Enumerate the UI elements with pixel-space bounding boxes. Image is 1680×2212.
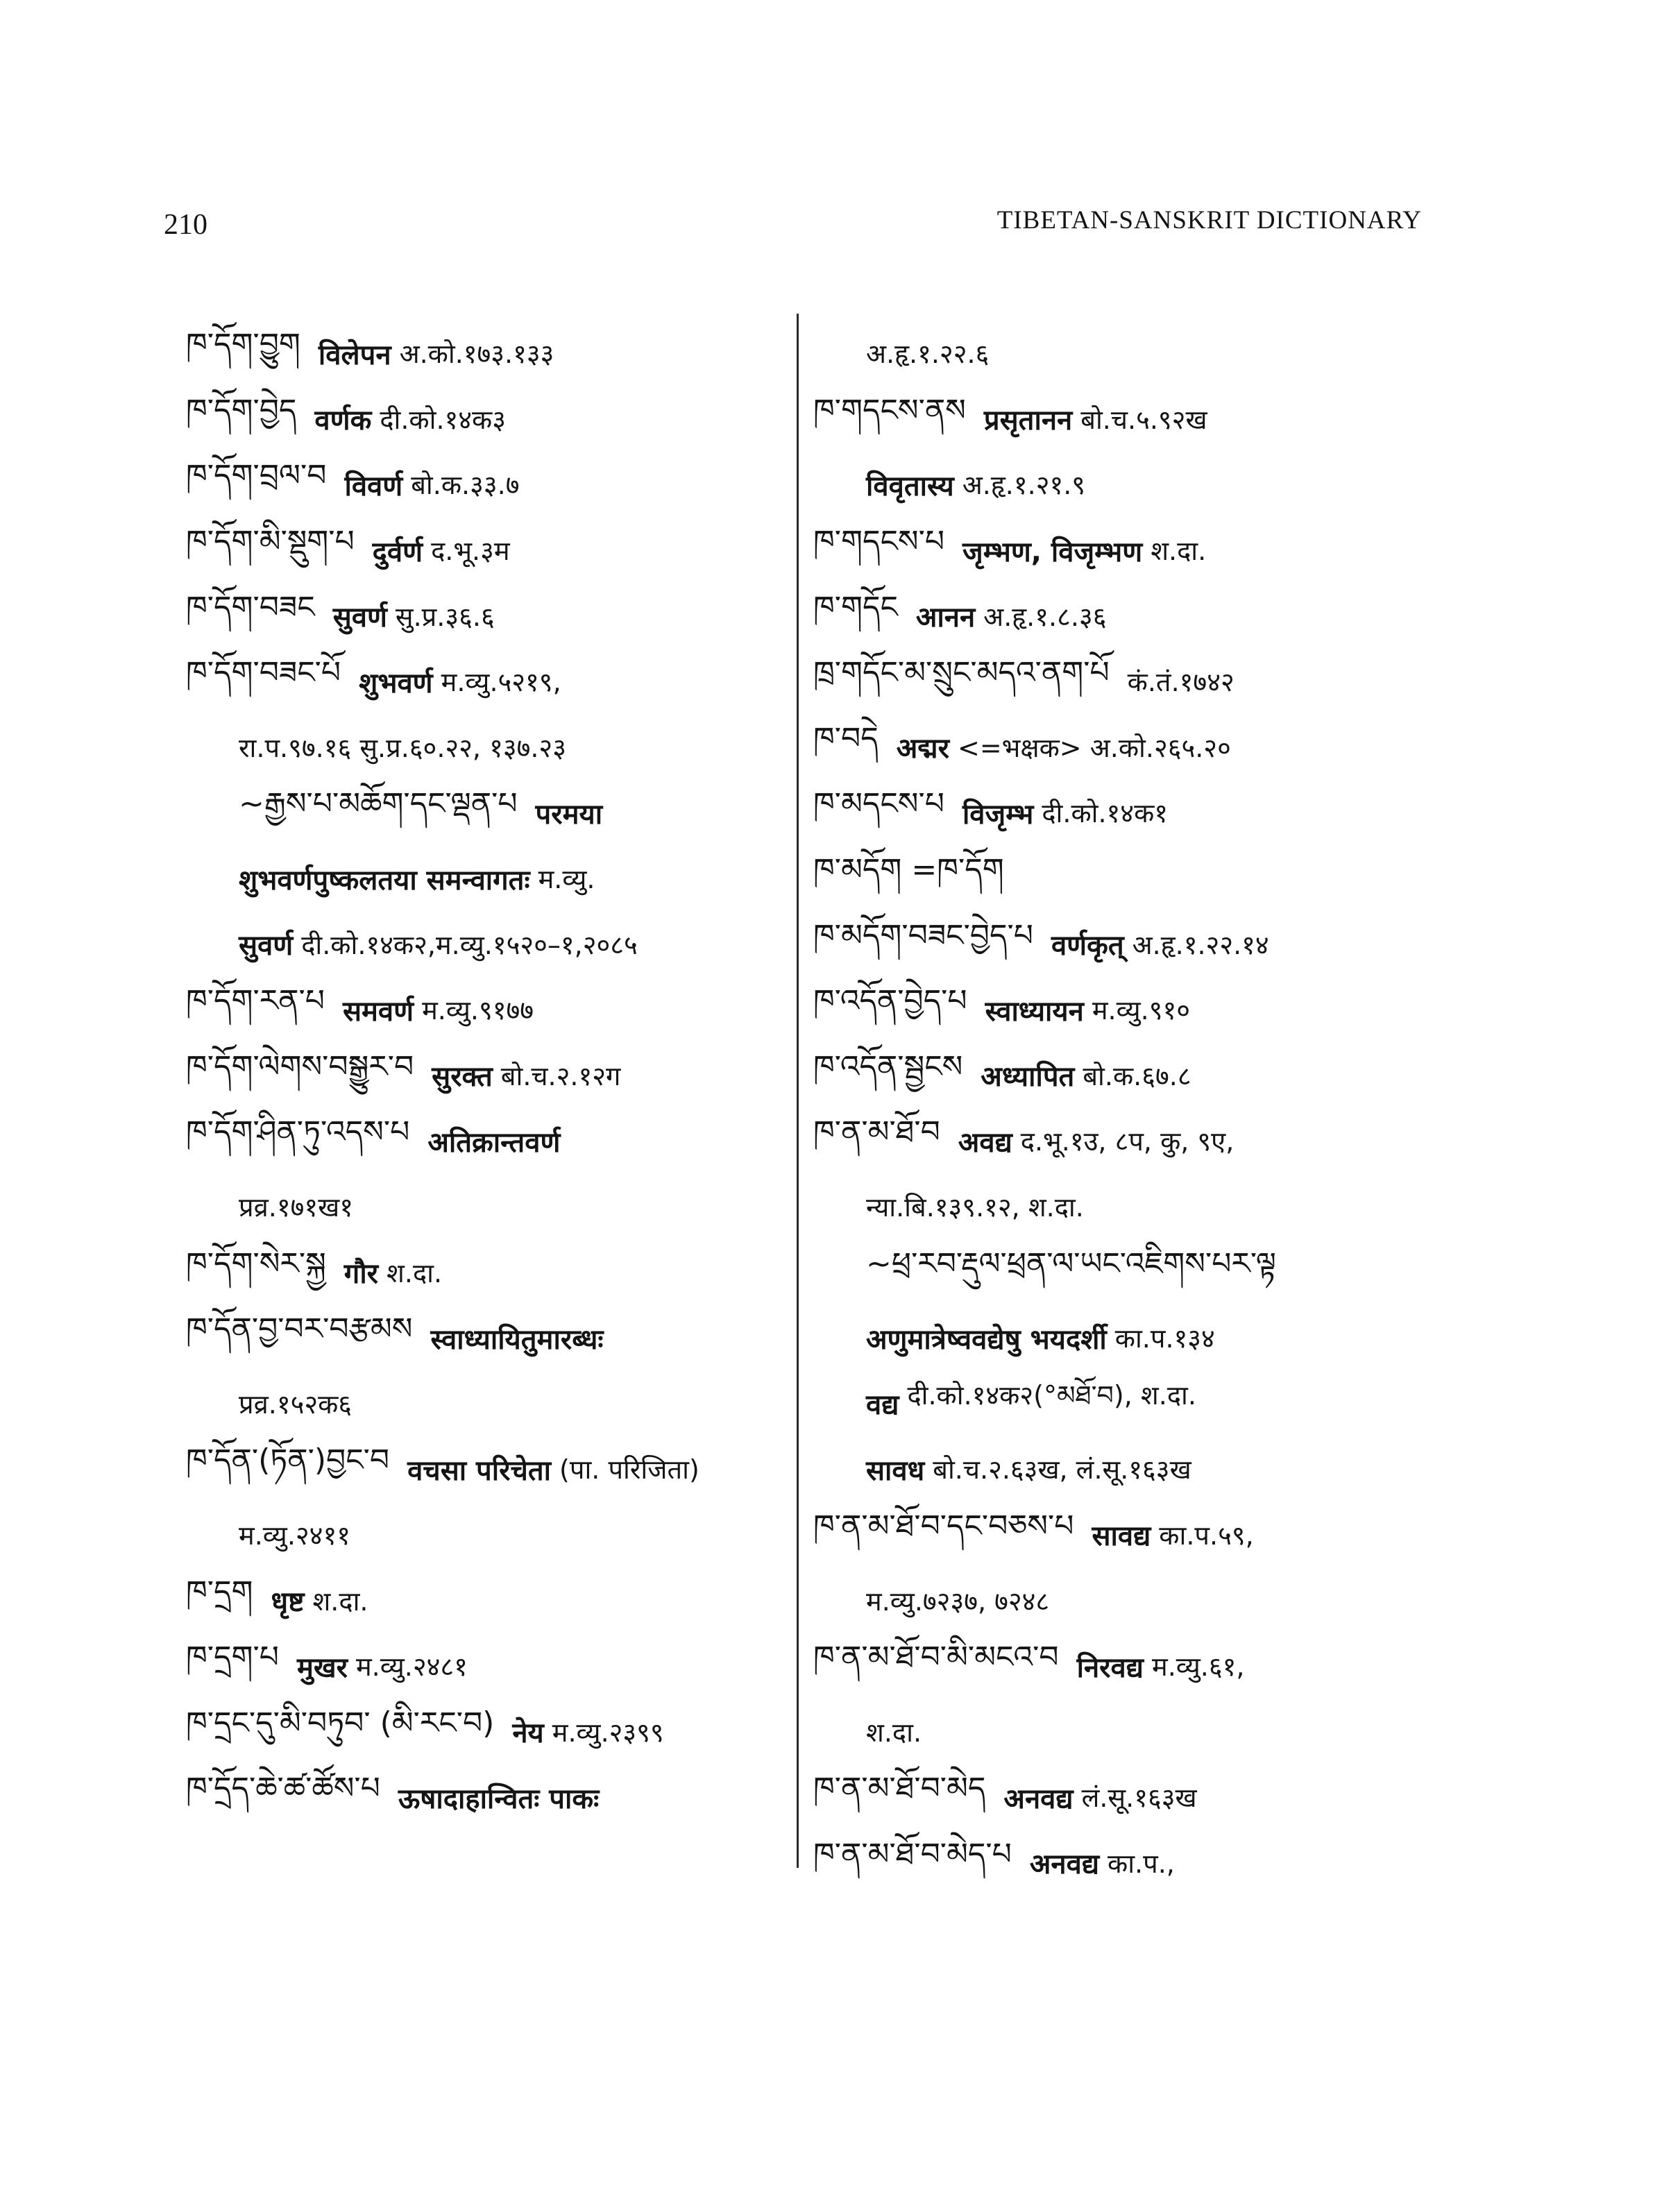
entry-line	[813, 977, 1424, 1043]
sanskrit-equivalent: निरवद्य	[1076, 1651, 1144, 1684]
running-title: TIBETAN-SANSKRIT DICTIONARY	[996, 206, 1422, 235]
source-reference: म.व्यु.२३९९	[552, 1717, 664, 1748]
tibetan-term: ཁ་བདེ	[813, 720, 879, 756]
tibetan-term: ཁྲ་གདོང་མ་སྲུང་མདའ་ནག་པོ	[813, 655, 1110, 691]
entry-line	[186, 321, 797, 386]
sanskrit-equivalent: दुर्वर्ण	[372, 536, 423, 568]
sanskrit-equivalent: वचसा परिचेता	[407, 1454, 552, 1487]
entry-line	[186, 1239, 797, 1305]
tibetan-term: ཁ་ན་མ་ཐོ་བ་མི་མངའ་བ	[813, 1640, 1059, 1676]
source-reference: अ.हृ.१.८.३६	[983, 601, 1107, 632]
tibetan-term: ཁ་མདངས་པ	[813, 786, 944, 822]
source-reference: दी.को.१४क१	[1042, 798, 1169, 829]
tibetan-term: ཁ་དོག་བཟང་པོ	[186, 655, 341, 691]
tibetan-term: ཁ་གདངས་ནས	[813, 392, 966, 428]
sanskrit-equivalent: सुरक्त	[432, 1061, 493, 1094]
entry-line	[186, 1633, 797, 1699]
sanskrit-equivalent: आनन	[915, 602, 976, 634]
sanskrit-equivalent: विलेपन	[318, 339, 391, 371]
entry-line	[813, 583, 1424, 649]
entry-line	[813, 1830, 1424, 1896]
source-reference: का.प.१३४	[1114, 1323, 1215, 1354]
source-reference: म.व्यु.७२३७, ७२४८	[866, 1585, 1050, 1617]
tibetan-term: ཁ་གདངས་པ	[813, 524, 945, 560]
entry-line	[186, 1043, 797, 1109]
sanskrit-equivalent: प्रसृतानन	[983, 405, 1073, 437]
tibetan-term: ཁ་མདོག་བཟང་བྱེད་པ	[813, 917, 1033, 953]
source-reference: द.भू.१उ, ८प, कु, ९ए,	[1020, 1126, 1234, 1157]
source-reference: म.व्यु.९१७७	[422, 995, 534, 1026]
entry-line	[186, 518, 797, 584]
sanskrit-equivalent: धृष्ट	[271, 1586, 305, 1619]
entry-line	[813, 1764, 1424, 1830]
tibetan-term: ཁ་འདོན་བྱེད་པ	[813, 983, 967, 1019]
source-reference: रा.प.९७.१६ सु.प्र.६०.२२, १३७.२३	[239, 732, 566, 763]
entry-line	[813, 911, 1424, 977]
source-reference: म.व्यु.२४८१	[355, 1651, 468, 1683]
entry-line	[813, 518, 1424, 584]
right-column	[813, 321, 1424, 1896]
entry-line	[813, 386, 1424, 452]
entry-line	[186, 583, 797, 649]
source-reference: कं.तं.१७४२	[1127, 667, 1234, 698]
tibetan-term: ཁ་དོག་སེར་སྐྱ	[186, 1245, 326, 1282]
entry-line	[186, 1174, 797, 1240]
entry-line	[186, 1567, 797, 1633]
sanskrit-equivalent: गौर	[343, 1258, 379, 1291]
source-reference: अ.हृ.१.२२.६	[866, 339, 990, 370]
entry-line	[186, 1305, 797, 1371]
sanskrit-equivalent: सावध	[866, 1454, 925, 1487]
entry-line	[186, 1699, 797, 1764]
source-reference: प्रव्र.१७१ख१	[239, 1192, 353, 1223]
source-reference: सु.प्र.३६.६	[395, 601, 495, 632]
source-reference: लं.सू.१६३ख	[1081, 1783, 1197, 1814]
entry-line	[813, 321, 1424, 386]
tibetan-term: ཁ་དོན་(ཏོན་)བྱང་བ	[186, 1443, 390, 1479]
source-reference: बो.च.५.९२ख	[1080, 404, 1207, 435]
sanskrit-equivalent: नेय	[512, 1717, 544, 1750]
entry-line	[813, 1305, 1424, 1371]
sanskrit-equivalent: वर्णक	[314, 405, 372, 437]
entry-line	[813, 1633, 1424, 1699]
source-reference: का.प.५९,	[1159, 1520, 1254, 1551]
source-reference: म.व्यु.५२१९,	[441, 667, 561, 698]
entry-line	[186, 649, 797, 715]
entry-line	[813, 846, 1424, 912]
left-column	[186, 321, 797, 1830]
tibetan-term: ཁ་མདོག =ཁ་དོག	[813, 852, 1004, 888]
source-reference: (पा. परिजिता)	[559, 1454, 699, 1486]
source-reference: दी.को.१४क२(°མཐོ་བ), श.दा.	[907, 1380, 1196, 1411]
sanskrit-equivalent: विवृतास्य	[866, 470, 954, 502]
tibetan-term: ཁ་དྲག་པ	[186, 1640, 279, 1676]
sanskrit-equivalent: सुवर्ण	[239, 930, 294, 962]
source-reference: अ.हृ.१.२२.१४	[1132, 929, 1269, 960]
source-reference: म.व्यु.६१,	[1151, 1651, 1245, 1683]
source-reference: श.दा.	[387, 1257, 443, 1288]
entry-line	[813, 1699, 1424, 1764]
sanskrit-equivalent: समवर्ण	[342, 995, 414, 1028]
tibetan-term: ~ཕྲ་རབ་རྡུལ་ཕྲན་ལ་ཡང་འཇིགས་པར་ལྟ	[866, 1245, 1277, 1282]
entry-line	[186, 1764, 797, 1830]
entry-line	[813, 452, 1424, 518]
sanskrit-equivalent: अध्यापित	[981, 1061, 1075, 1094]
entry-line	[186, 1371, 797, 1437]
entry-line	[186, 1502, 797, 1568]
tibetan-term: ཁ་དྲང་དུ་མི་བཏུབ་ (མི་རང་བ)	[186, 1705, 495, 1741]
tibetan-term: ཁ་དོག་མི་སྡུག་པ	[186, 524, 355, 560]
sanskrit-equivalent: वद्य	[866, 1389, 899, 1422]
source-reference: का.प.,	[1108, 1848, 1175, 1879]
entry-line	[813, 1239, 1424, 1305]
sanskrit-equivalent: विवर्ण	[344, 470, 403, 502]
entry-line	[186, 386, 797, 452]
source-reference: म.व्यु.२४११	[239, 1520, 350, 1551]
tibetan-term: ཁ་ན་མ་ཐོ་བ་མེད་པ	[813, 1836, 1012, 1872]
tibetan-term: ཁ་དོག་བྱུག	[186, 327, 300, 363]
tibetan-term: ཁ་ན་མ་ཐོ་བ་དང་བཅས་པ	[813, 1508, 1074, 1544]
entry-line	[813, 1436, 1424, 1502]
tibetan-term: ཁ་འདོན་སྦྱངས	[813, 1048, 963, 1084]
tibetan-term: ཁ་དོག་རན་པ	[186, 983, 325, 1019]
source-reference: बो.क.६७.८	[1083, 1060, 1191, 1091]
sanskrit-equivalent: अतिक्रान्तवर्ण	[427, 1126, 561, 1159]
source-reference: अ.हृ.१.२१.९	[962, 470, 1086, 501]
sanskrit-equivalent: ऊषादाहान्वितः पाकः	[398, 1783, 600, 1815]
entry-line	[813, 1371, 1424, 1437]
entry-line	[813, 1567, 1424, 1633]
tibetan-term: ~རྒྱས་པ་མཆོག་དང་ལྡན་པ	[239, 786, 518, 822]
sanskrit-equivalent: सुवर्ण	[332, 602, 387, 634]
sanskrit-equivalent: स्वाध्यायन	[985, 995, 1084, 1028]
entry-line	[186, 911, 797, 977]
source-reference: बो.च.२.१२ग	[500, 1060, 621, 1091]
tibetan-term: ཁ་ན་མ་ཐོ་བ་མེད	[813, 1771, 986, 1807]
entry-line	[813, 1108, 1424, 1174]
entry-line	[186, 1436, 797, 1502]
sanskrit-equivalent: शुभवर्ण	[359, 667, 433, 699]
entry-line	[186, 977, 797, 1043]
source-reference: बो.क.३३.७	[411, 470, 520, 501]
tibetan-term: ཁ་དོག་བྲལ་བ	[186, 458, 327, 494]
tibetan-term: ཁ་དོན་བྱ་བར་བརྩམས	[186, 1311, 413, 1347]
entry-line	[813, 649, 1424, 715]
sanskrit-equivalent: विजृम्भ	[962, 798, 1034, 831]
tibetan-term: ཁ་དྲོད་ཆེ་ཚ་ཚོས་པ	[186, 1771, 380, 1807]
entry-line	[813, 1174, 1424, 1240]
tibetan-term: ཁ་ན་མ་ཐོ་བ	[813, 1114, 940, 1150]
source-reference: श.दा.	[866, 1717, 922, 1748]
tibetan-term: ཁ་དོག་ལེགས་བསྒྱུར་བ	[186, 1048, 414, 1084]
tibetan-term: ཁ་དྲག	[186, 1574, 253, 1610]
source-reference: अ.को.१७३.१३३	[399, 339, 554, 370]
tibetan-term: ཁ་དོག་ཤིན་ཏུ་འདས་པ	[186, 1114, 410, 1150]
source-reference: दी.को.१४क२,म.व्यु.१५२०–१,२०८५	[301, 929, 638, 960]
sanskrit-equivalent: स्वाध्यायितुमारब्धः	[430, 1323, 604, 1356]
source-reference: बो.च.२.६३ख, लं.सू.१६३ख	[933, 1454, 1191, 1486]
entry-line	[186, 780, 797, 846]
tibetan-term: ཁ་དོག་བཟང	[186, 589, 315, 625]
sanskrit-equivalent: परमया	[535, 798, 603, 831]
entry-line	[813, 715, 1424, 781]
tibetan-term: ཁ་གདོང	[813, 589, 898, 625]
entry-line	[813, 780, 1424, 846]
entry-line	[186, 846, 797, 912]
source-reference: <=भक्षक> अ.को.२६५.२०	[957, 732, 1231, 763]
sanskrit-equivalent: मुखर	[296, 1651, 348, 1684]
column-divider	[797, 314, 799, 1868]
source-reference: श.दा.	[312, 1585, 368, 1617]
sanskrit-equivalent: अणुमात्रेष्ववद्येषु भयदर्शी	[866, 1323, 1107, 1356]
page-number: 210	[164, 209, 207, 241]
sanskrit-equivalent: वर्णकृत्	[1051, 930, 1124, 962]
sanskrit-equivalent: अद्मर	[896, 733, 949, 765]
entry-line	[186, 1108, 797, 1174]
source-reference: म.व्यु.	[538, 864, 595, 895]
source-reference: म.व्यु.९१०	[1092, 995, 1191, 1026]
sanskrit-equivalent: अनवद्य	[1003, 1783, 1074, 1815]
sanskrit-equivalent: अवद्य	[958, 1126, 1012, 1159]
entry-line	[186, 452, 797, 518]
entry-line	[813, 1502, 1424, 1568]
entry-line	[813, 1043, 1424, 1109]
entry-line	[186, 715, 797, 781]
source-reference: प्रव्र.१५२क६	[239, 1388, 353, 1420]
source-reference: दी.को.१४क३	[380, 404, 506, 435]
source-reference: द.भू.३म	[431, 536, 510, 567]
source-reference: श.दा.	[1151, 536, 1207, 567]
sanskrit-equivalent: अनवद्य	[1029, 1848, 1100, 1881]
sanskrit-equivalent: जृम्भण, विजृम्भण	[962, 536, 1143, 568]
tibetan-term: ཁ་དོག་བྱེད	[186, 392, 297, 428]
sanskrit-equivalent: शुभवर्णपुष्कलतया समन्वागतः	[239, 864, 530, 896]
source-reference: न्या.बि.१३९.१२, श.दा.	[866, 1192, 1084, 1223]
sanskrit-equivalent: सावद्य	[1092, 1520, 1151, 1553]
